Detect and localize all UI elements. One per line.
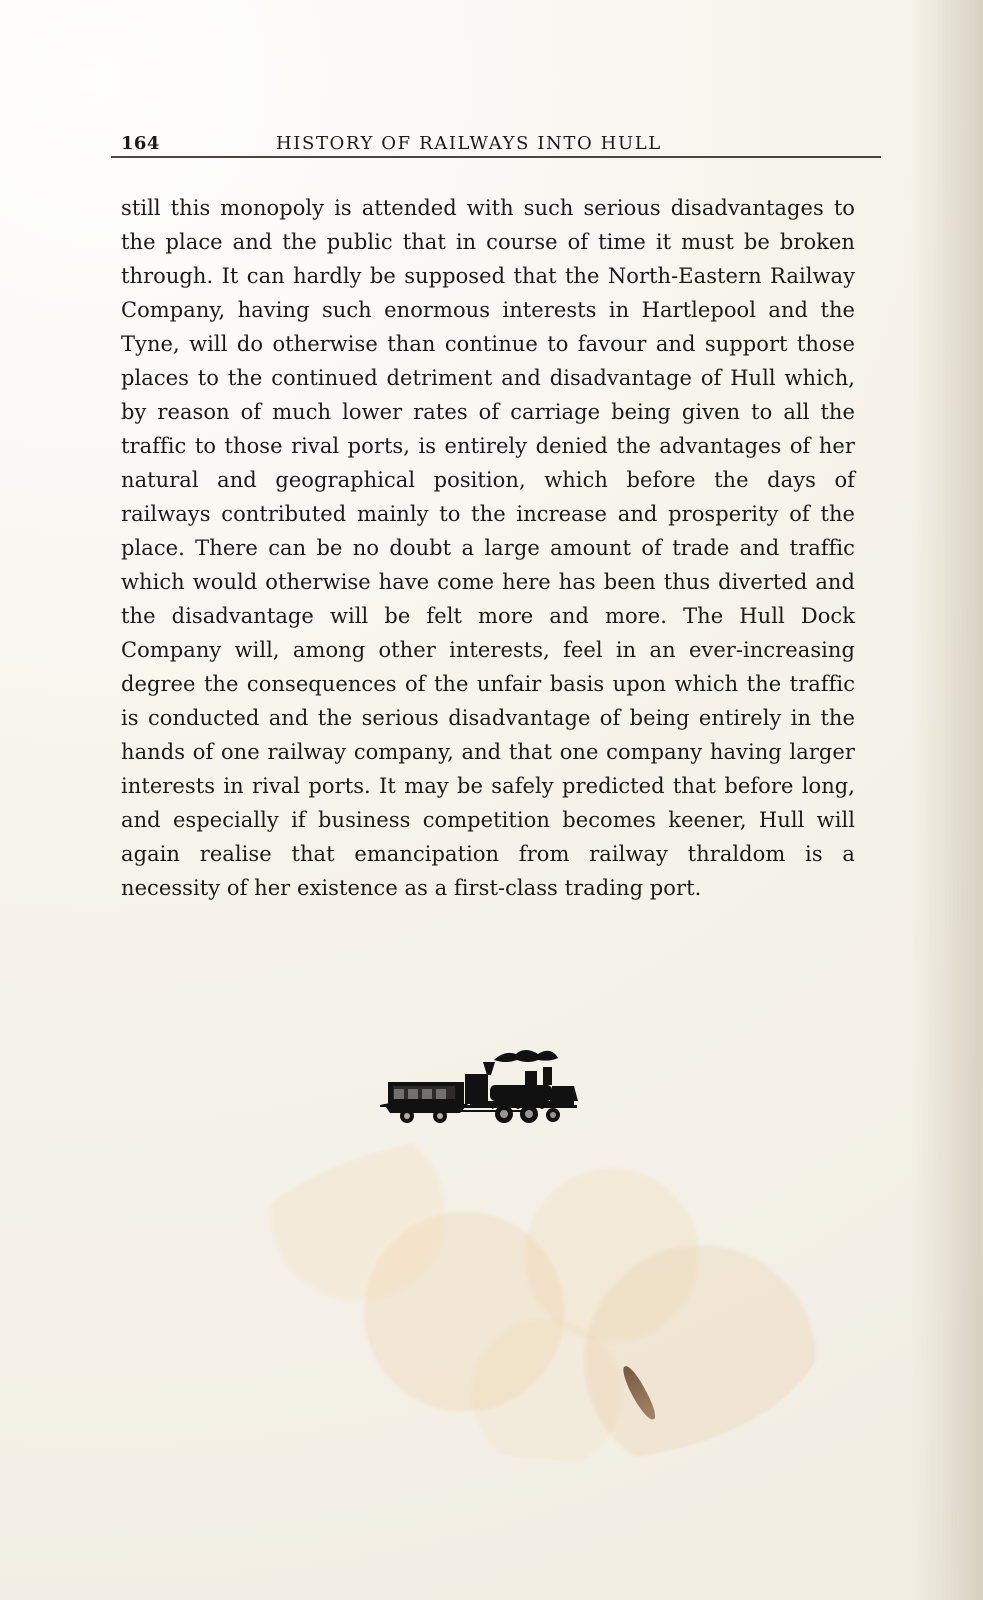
page-number: 164 (121, 133, 160, 154)
water-stain (240, 1130, 830, 1460)
header-rule (111, 156, 881, 158)
page-header (111, 127, 881, 161)
train-icon (380, 1044, 584, 1136)
running-title: HISTORY OF RAILWAYS INTO HULL (276, 133, 662, 154)
body-paragraph: still this monopoly is attended with such serious disadvantages to the place and the public that in course of time it must be broken through. It can hardly be supposed that the North-Eastern Railway Company, having such enormous interests in Hartlepool and the Tyne, will do otherwise than continue to favour and support those places to the continued detriment and disadvantage of Hull which, by reason of much lower rates of carriage being given to all the traffic to those rival ports, is entirely denied the advantages of her natural and geographical position, which before the days of railways contributed mainly to the increase and prosperity of the place. There can be no doubt a large amount of trade and traffic which would otherwise have come here has been thus diverted and the disadvantage will be felt more and more. The Hull Dock Company will, among other interests, feel in an ever-increasing degree the consequences of the unfair basis upon which the traffic is conducted and the serious disadvantage of being entirely in the hands of one railway company, and that one company having larger interests in rival ports. It may be safely predicted that before long, and especially if business competition becomes keener, Hull will again realise that emancipation from railway thraldom is a necessity of her existence as a first-class trading port. (121, 196, 855, 900)
